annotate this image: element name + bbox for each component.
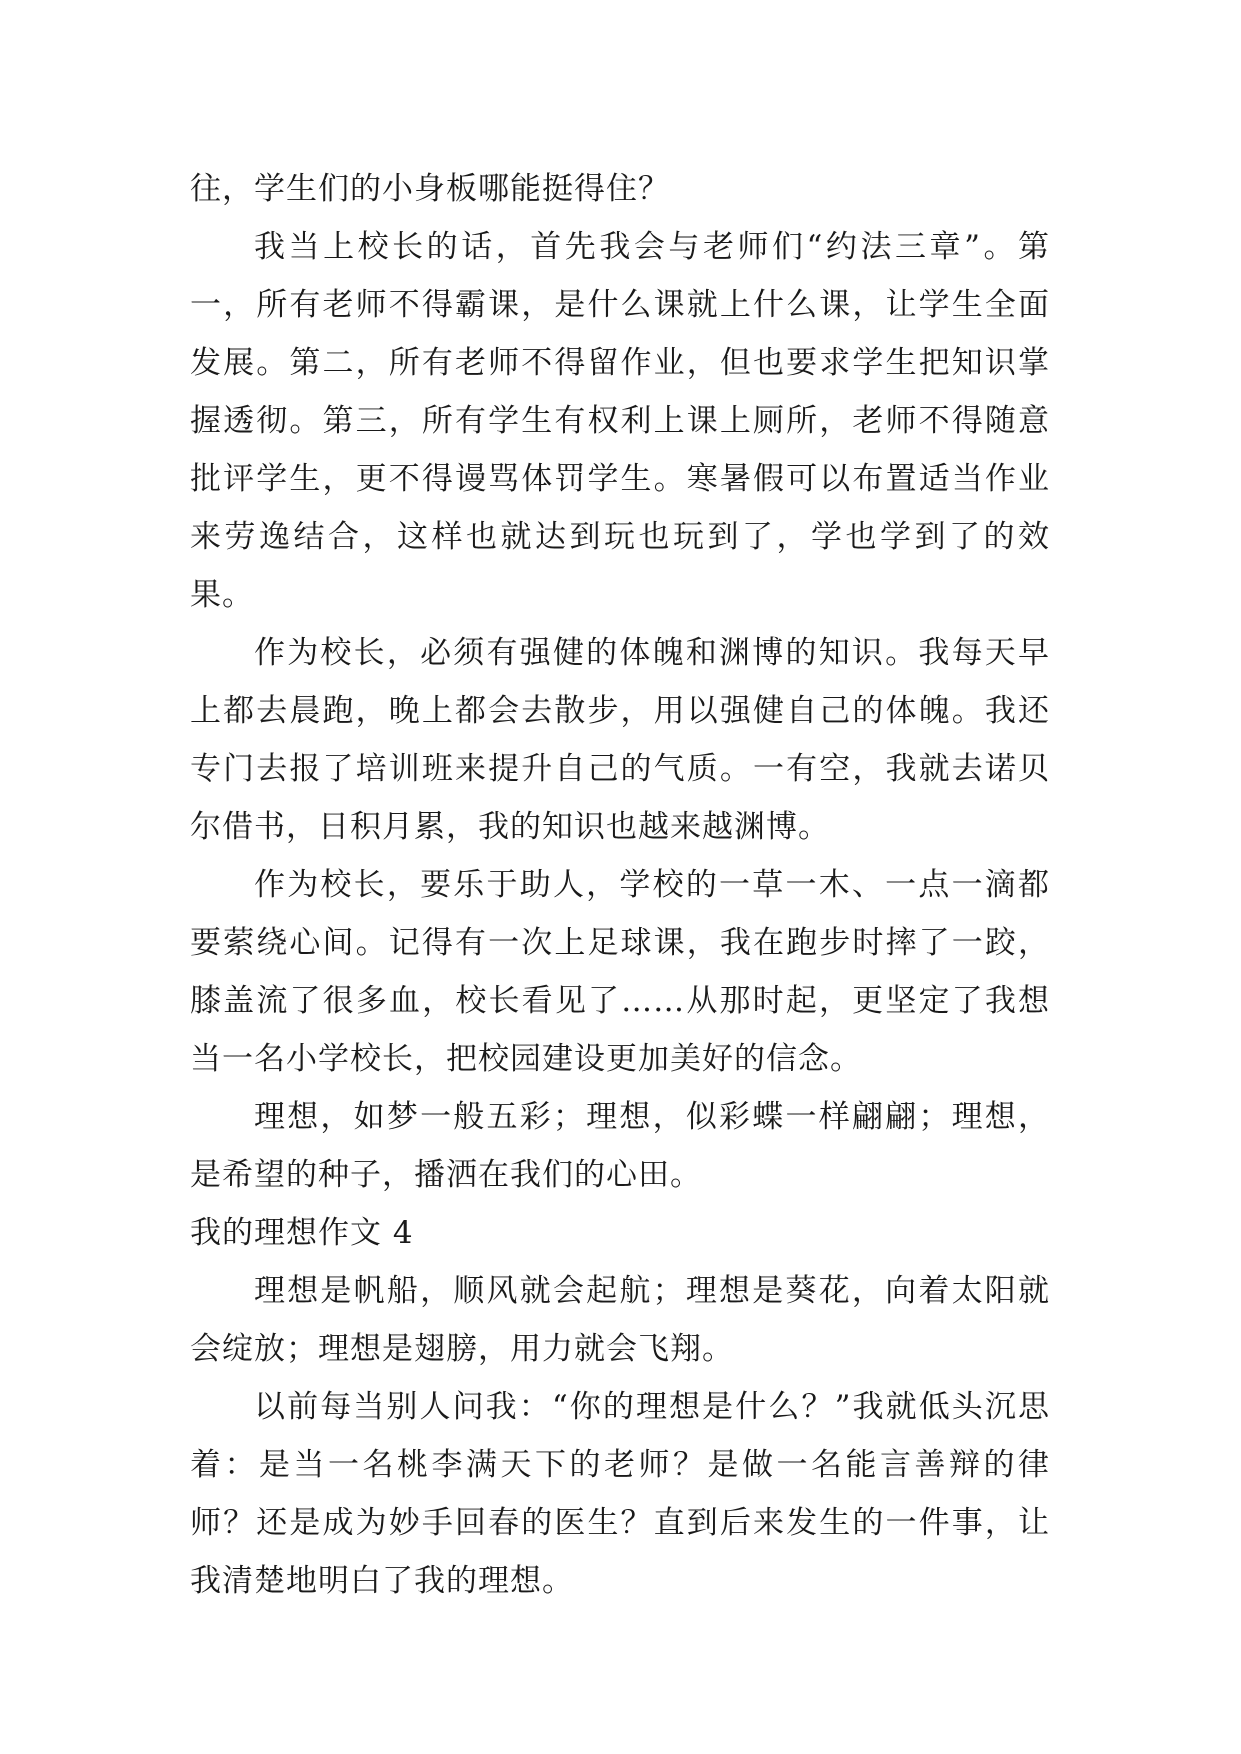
paragraph-ideal-metaphor: 理想是帆船，顺风就会起航；理想是葵花，向着太阳就会绽放；理想是翅膀，用力就会飞翔。	[190, 1273, 1050, 1367]
paragraph-principal-helpful: 作为校长，要乐于助人，学校的一草一木、一点一滴都要萦绕心间。记得有一次上足球课，我在跑步时摔了一跤，膝盖流了很多血，校长看见了……从那时起，更坚定了我想当一名小学校长，把校园建设更加美好的信念。	[190, 867, 1050, 1077]
document-body	[190, 160, 1050, 1610]
paragraph-continuation: 往，学生们的小身板哪能挺得住？	[190, 171, 670, 207]
paragraph-principal-fitness: 作为校长，必须有强健的体魄和渊博的知识。我每天早上都去晨跑，晚上都会去散步，用以强健自己的体魄。我还专门去报了培训班来提升自己的气质。一有空，我就去诺贝尔借书，日积月累，我的知识也越来越渊博。	[190, 635, 1050, 845]
paragraph-ideal-question: 以前每当别人问我：“你的理想是什么？”我就低头沉思着：是当一名桃李满天下的老师？是做一名能言善辩的律师？还是成为妙手回春的医生？直到后来发生的一件事，让我清楚地明白了我的理想。	[190, 1389, 1050, 1599]
paragraph-principal-rules: 我当上校长的话，首先我会与老师们“约法三章”。第一，所有老师不得霸课，是什么课就上什么课，让学生全面发展。第二，所有老师不得留作业，但也要求学生把知识掌握透彻。第三，所有学生有权利上课上厕所，老师不得随意批评学生，更不得谩骂体罚学生。寒暑假可以布置适当作业来劳逸结合，这样也就达到玩也玩到了，学也学到了的效果。	[190, 229, 1050, 613]
section-title: 我的理想作文 4	[190, 1215, 414, 1251]
paragraph-ideal-closing: 理想，如梦一般五彩；理想，似彩蝶一样翩翩；理想，是希望的种子，播洒在我们的心田。	[190, 1099, 1050, 1193]
